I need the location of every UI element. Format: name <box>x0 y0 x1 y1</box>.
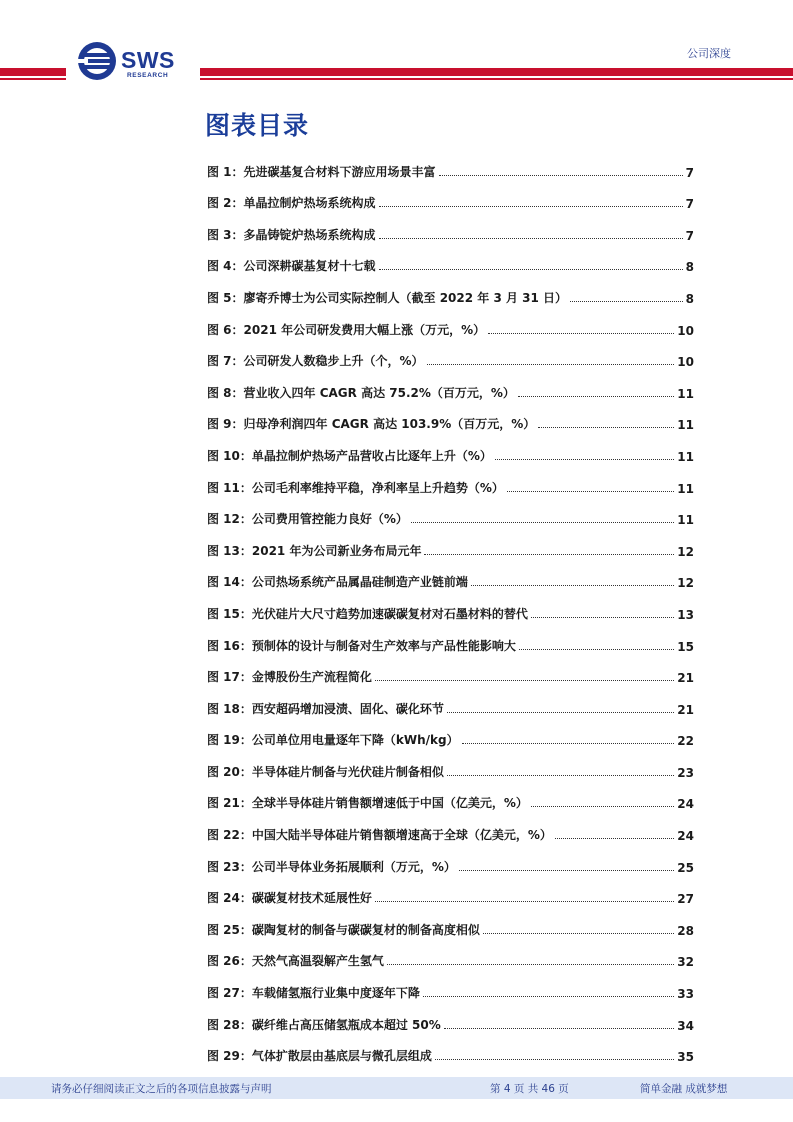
toc-entry-page: 8 <box>685 260 694 275</box>
toc-entry-page: 34 <box>677 1018 694 1033</box>
header-rule-right <box>200 68 793 76</box>
toc-entry[interactable] <box>207 973 694 1005</box>
toc-leader <box>447 712 674 713</box>
footer-disclaimer: 请务必仔细阅读正文之后的各项信息披露与声明 <box>51 1083 272 1095</box>
toc-entry-page: 13 <box>677 607 694 622</box>
toc-leader <box>379 206 683 207</box>
toc-entry-label: 图 2：单晶拉制炉热场系统构成 <box>207 196 376 211</box>
toc-entry[interactable] <box>207 1037 694 1069</box>
toc-entry-label: 图 16：预制体的设计与制备对生产效率与产品性能影响大 <box>207 638 516 653</box>
toc-entry-label: 图 24：碳碳复材技术延展性好 <box>207 891 372 906</box>
toc-entry[interactable] <box>207 436 694 468</box>
toc-entry[interactable] <box>207 594 694 626</box>
toc-leader <box>447 775 674 776</box>
toc-leader <box>379 238 683 239</box>
toc-entry-page: 23 <box>677 765 694 780</box>
toc-leader <box>423 996 674 997</box>
toc-entry[interactable] <box>207 310 694 342</box>
toc-entry-page: 21 <box>677 702 694 717</box>
toc-entry-page: 24 <box>677 797 694 812</box>
page-header <box>0 0 793 90</box>
toc-entry[interactable] <box>207 910 694 942</box>
toc-entry-label: 图 7：公司研发人数稳步上升（个，%） <box>207 354 424 369</box>
toc-entry-page: 7 <box>685 165 694 180</box>
toc-entry-page: 11 <box>677 418 694 433</box>
toc-entry-label: 图 12：公司费用管控能力良好（%） <box>207 512 408 527</box>
toc-entry-label: 图 22：中国大陆半导体硅片销售额增速高于全球（亿美元，%） <box>207 828 552 843</box>
toc-entry-page: 7 <box>685 228 694 243</box>
toc-entry-label: 图 28：碳纤维占高压储氢瓶成本超过 50% <box>207 1017 441 1032</box>
toc-leader <box>471 585 674 586</box>
toc-leader <box>459 870 674 871</box>
toc-entry-label: 图 3：多晶铸锭炉热场系统构成 <box>207 227 376 242</box>
toc-entry[interactable] <box>207 563 694 595</box>
toc-entry-page: 7 <box>685 197 694 212</box>
toc-entry-page: 10 <box>677 323 694 338</box>
toc-entry-label: 图 26：天然气高温裂解产生氢气 <box>207 954 384 969</box>
toc-entry-page: 22 <box>677 734 694 749</box>
toc-entry-label: 图 6：2021 年公司研发费用大幅上涨（万元，%） <box>207 322 486 337</box>
toc-leader <box>427 364 675 365</box>
toc-entry-page: 32 <box>677 955 694 970</box>
toc-leader <box>570 301 683 302</box>
toc-entry-page: 28 <box>677 923 694 938</box>
toc-entry-label: 图 10：单晶拉制炉热场产品营收占比逐年上升（%） <box>207 448 492 463</box>
toc-leader <box>531 617 674 618</box>
toc-entry[interactable] <box>207 342 694 374</box>
toc-leader <box>488 333 674 334</box>
sws-logo <box>76 40 196 82</box>
toc-entry[interactable] <box>207 278 694 310</box>
toc-entry-label: 图 18：西安超码增加浸渍、固化、碳化环节 <box>207 701 444 716</box>
toc-entry-page: 33 <box>677 987 694 1002</box>
toc-entry-page: 11 <box>677 449 694 464</box>
report-type: 公司深度 <box>687 47 731 60</box>
toc-entry-label: 图 4：公司深耕碳基复材十七载 <box>207 259 376 274</box>
toc-entry-label: 图 14：公司热场系统产品属晶硅制造产业链前端 <box>207 575 468 590</box>
toc-entry[interactable] <box>207 721 694 753</box>
logo-wordmark: SWS <box>121 47 175 73</box>
toc-entry-label: 图 20：半导体硅片制备与光伏硅片制备相似 <box>207 764 444 779</box>
toc-entry-label: 图 25：碳陶复材的制备与碳碳复材的制备高度相似 <box>207 922 480 937</box>
toc-entry-page: 10 <box>677 355 694 370</box>
toc-entry-page: 35 <box>677 1050 694 1065</box>
toc-entry[interactable] <box>207 184 694 216</box>
toc-leader <box>375 680 674 681</box>
toc-entry-page: 25 <box>677 860 694 875</box>
toc-leader <box>424 554 674 555</box>
figure-index-title: 图表目录 <box>205 111 310 140</box>
toc-leader <box>483 933 674 934</box>
sws-logo-icon <box>76 40 118 82</box>
toc-entry[interactable] <box>207 468 694 500</box>
toc-entry[interactable] <box>207 942 694 974</box>
toc-entry-label: 图 11：公司毛利率维持平稳，净利率呈上升趋势（%） <box>207 480 504 495</box>
toc-entry-page: 11 <box>677 481 694 496</box>
toc-leader <box>439 175 683 176</box>
footer-slogan: 简单金融 成就梦想 <box>640 1083 728 1095</box>
toc-entry-label: 图 13：2021 年为公司新业务布局元年 <box>207 543 422 558</box>
toc-leader <box>411 522 674 523</box>
footer-page-number: 第 4 页 共 46 页 <box>490 1083 569 1095</box>
toc-entry-page: 12 <box>677 544 694 559</box>
toc-entry-label: 图 9：归母净利润四年 CAGR 高达 103.9%（百万元，%） <box>207 417 536 432</box>
toc-entry-page: 12 <box>677 576 694 591</box>
toc-leader <box>538 427 674 428</box>
figure-index-list <box>207 152 694 1068</box>
toc-entry-page: 27 <box>677 892 694 907</box>
toc-entry-page: 24 <box>677 829 694 844</box>
toc-leader <box>444 1028 675 1029</box>
toc-entry-page: 11 <box>677 386 694 401</box>
toc-entry-label: 图 27：车载储氢瓶行业集中度逐年下降 <box>207 986 420 1001</box>
toc-entry-page: 11 <box>677 513 694 528</box>
toc-leader <box>507 491 674 492</box>
toc-entry-page: 8 <box>685 291 694 306</box>
toc-entry[interactable] <box>207 784 694 816</box>
toc-leader <box>519 649 674 650</box>
toc-entry[interactable] <box>207 847 694 879</box>
toc-leader <box>435 1059 674 1060</box>
toc-leader <box>379 269 683 270</box>
toc-entry[interactable] <box>207 373 694 405</box>
toc-leader <box>518 396 674 397</box>
toc-entry-label: 图 29：气体扩散层由基底层与微孔层组成 <box>207 1049 432 1064</box>
toc-leader <box>462 743 675 744</box>
toc-leader <box>375 901 674 902</box>
toc-leader <box>555 838 674 839</box>
toc-entry[interactable] <box>207 405 694 437</box>
toc-entry[interactable] <box>207 626 694 658</box>
toc-leader <box>531 806 674 807</box>
toc-entry[interactable] <box>207 689 694 721</box>
logo-subtitle: RESEARCH <box>127 72 169 79</box>
toc-entry[interactable] <box>207 752 694 784</box>
toc-entry-label: 图 5：廖寄乔博士为公司实际控制人（截至 2022 年 3 月 31 日） <box>207 290 568 305</box>
toc-entry[interactable] <box>207 215 694 247</box>
toc-entry-page: 21 <box>677 671 694 686</box>
toc-entry-label: 图 19：公司单位用电量逐年下降（kWh/kg） <box>207 733 459 748</box>
toc-entry-label: 图 8：营业收入四年 CAGR 高达 75.2%（百万元，%） <box>207 385 515 400</box>
toc-entry-label: 图 15：光伏硅片大尺寸趋势加速碳碳复材对石墨材料的替代 <box>207 606 528 621</box>
page-footer <box>0 1077 793 1099</box>
header-rule-left-thin <box>0 78 66 80</box>
toc-leader <box>495 459 674 460</box>
toc-entry[interactable] <box>207 500 694 532</box>
toc-entry[interactable] <box>207 815 694 847</box>
toc-entry-label: 图 21：全球半导体硅片销售额增速低于中国（亿美元，%） <box>207 796 528 811</box>
header-rule-left <box>0 68 66 76</box>
header-rule-right-thin <box>200 78 793 80</box>
toc-entry-label: 图 1：先进碳基复合材料下游应用场景丰富 <box>207 164 436 179</box>
toc-entry-label: 图 23：公司半导体业务拓展顺利（万元，%） <box>207 859 456 874</box>
toc-entry[interactable] <box>207 531 694 563</box>
toc-entry-label: 图 17：金博股份生产流程简化 <box>207 670 372 685</box>
toc-entry[interactable] <box>207 152 694 184</box>
toc-entry[interactable] <box>207 879 694 911</box>
toc-leader <box>387 964 674 965</box>
toc-entry-page: 15 <box>677 639 694 654</box>
toc-entry[interactable] <box>207 658 694 690</box>
toc-entry[interactable] <box>207 1005 694 1037</box>
toc-entry[interactable] <box>207 247 694 279</box>
